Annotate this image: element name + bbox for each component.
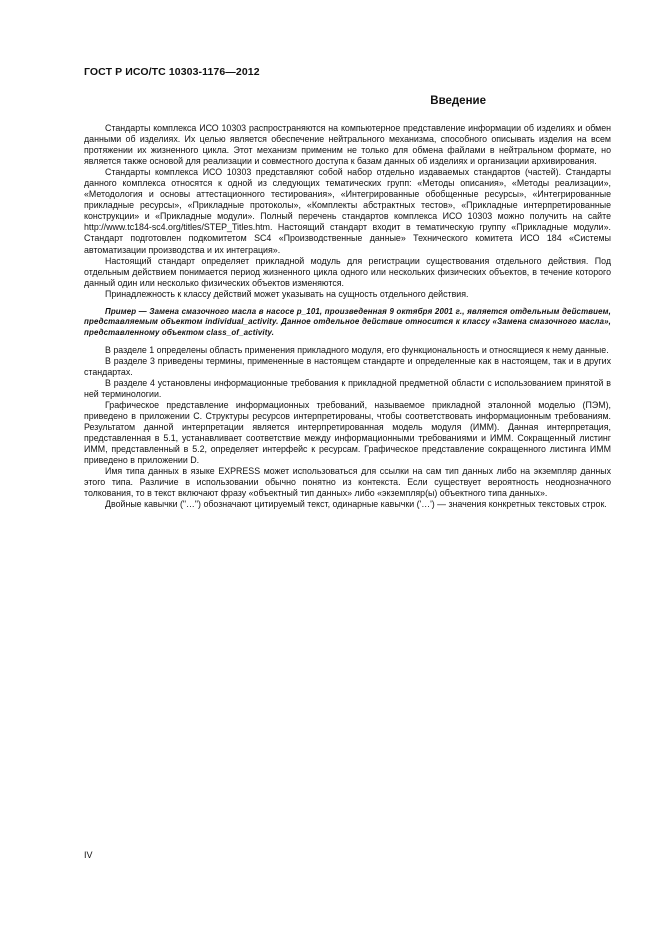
- example-note: Пример — Замена смазочного масла в насосе p_101, произведенная 9 октября 2001 г., является отдельным действием, представляемым объектом individual_activity. Данное отдельное действие относится к классу «Замена смазочного масла», представленному объектом class_of_activity.: [84, 306, 611, 337]
- paragraph-5: В разделе 1 определены область применения прикладного модуля, его функциональность и относящиеся к нему данные.: [105, 344, 609, 355]
- paragraph-2: Стандарты комплекса ИСО 10303 представляют собой набор отдельно издаваемых стандартов (частей). Стандарты данного комплекса относятся к одной из следующих тематических групп: «Методы описания», «Методы реализации», «Методология и основы аттестационного тестирования», «Интегрированные обобщенные ресурсы», «Интегрированные прикладные ресурсы», «Прикладные протоколы», «Комплекты абстрактных тестов», «Прикладные интерпретированные конструкции» и «Прикладные модули». Полный перечень стандартов комплекса ИСО 10303 можно получить на сайте http://www.tc184-sc4.org/titles/STEP_Titles.htm. Настоящий стандарт входит в тематическую группу «Прикладные модули». Стандарт подготовлен подкомитетом SC4 «Производственные данные» Технического комитета ИСО 184 «Системы автоматизации производства и их интеграция».: [84, 167, 611, 255]
- paragraph-4: Принадлежность к классу действий может указывать на сущность отдельного действия.: [105, 288, 469, 299]
- paragraph-8: Графическое представление информационных требований, называемое прикладной эталонной моделью (ПЭМ), приведено в приложении С. Структуры ресурсов интерпретированы, чтобы соответствовать информационным требованиям. Результатом данной интерпретации является интерпретированная модель модуля (ИММ). Данная интерпретация, представленная в 5.1, устанавливает соответствие между информационными требованиями и ИММ. Сокращенный листинг ИММ, представленный в 5.2, определяет интерфейс к ресурсам. Графическое представление сокращенного листинга ИММ приведено в приложении D.: [84, 399, 611, 465]
- paragraph-3: Настоящий стандарт определяет прикладной модуль для регистрации существования отдельного действия. Под отдельным действием понимается период жизненного цикла одного или нескольких физических объектов, в течение которого данный один или несколько физических объектов изменяются.: [84, 255, 611, 288]
- paragraph-10: Двойные кавычки ("…") обозначают цитируемый текст, одинарные кавычки ('…') — значения конкретных текстовых строк.: [105, 499, 607, 510]
- paragraph-7: В разделе 4 установлены информационные требования к прикладной предметной области с использованием принятой в ней терминологии.: [84, 377, 611, 399]
- paragraph-1: Стандарты комплекса ИСО 10303 распространяются на компьютерное представление информации об изделиях и обмен данными об изделиях. Их целью является обеспечение нейтрального механизма, способного описывать изделия на всем протяжении их жизненного цикла. Этот механизм применим не только для обмена файлами в нейтральном формате, но является также основой для реализации и совместного доступа к базам данных об изделиях и организации архивирования.: [84, 123, 611, 167]
- introduction-body: [84, 123, 611, 510]
- paragraph-9: Имя типа данных в языке EXPRESS может использоваться для ссылки на сам тип данных либо на экземпляр данных этого типа. Различие в использовании обычно понятно из контекста. Если существует вероятность неоднозначного толкования, то в текст включают фразу «объектный тип данных» либо «экземпляр(ы) объектного типа данных».: [84, 466, 611, 499]
- paragraph-6: В разделе 3 приведены термины, примененные в настоящем стандарте и определенные как в настоящем, так и в других стандартах.: [84, 355, 611, 377]
- page-number: IV: [84, 850, 93, 860]
- section-title: Введение: [430, 95, 486, 107]
- document-header: ГОСТ Р ИСО/ТС 10303-1176—2012: [84, 66, 260, 78]
- section-title-wrapper: [84, 95, 610, 107]
